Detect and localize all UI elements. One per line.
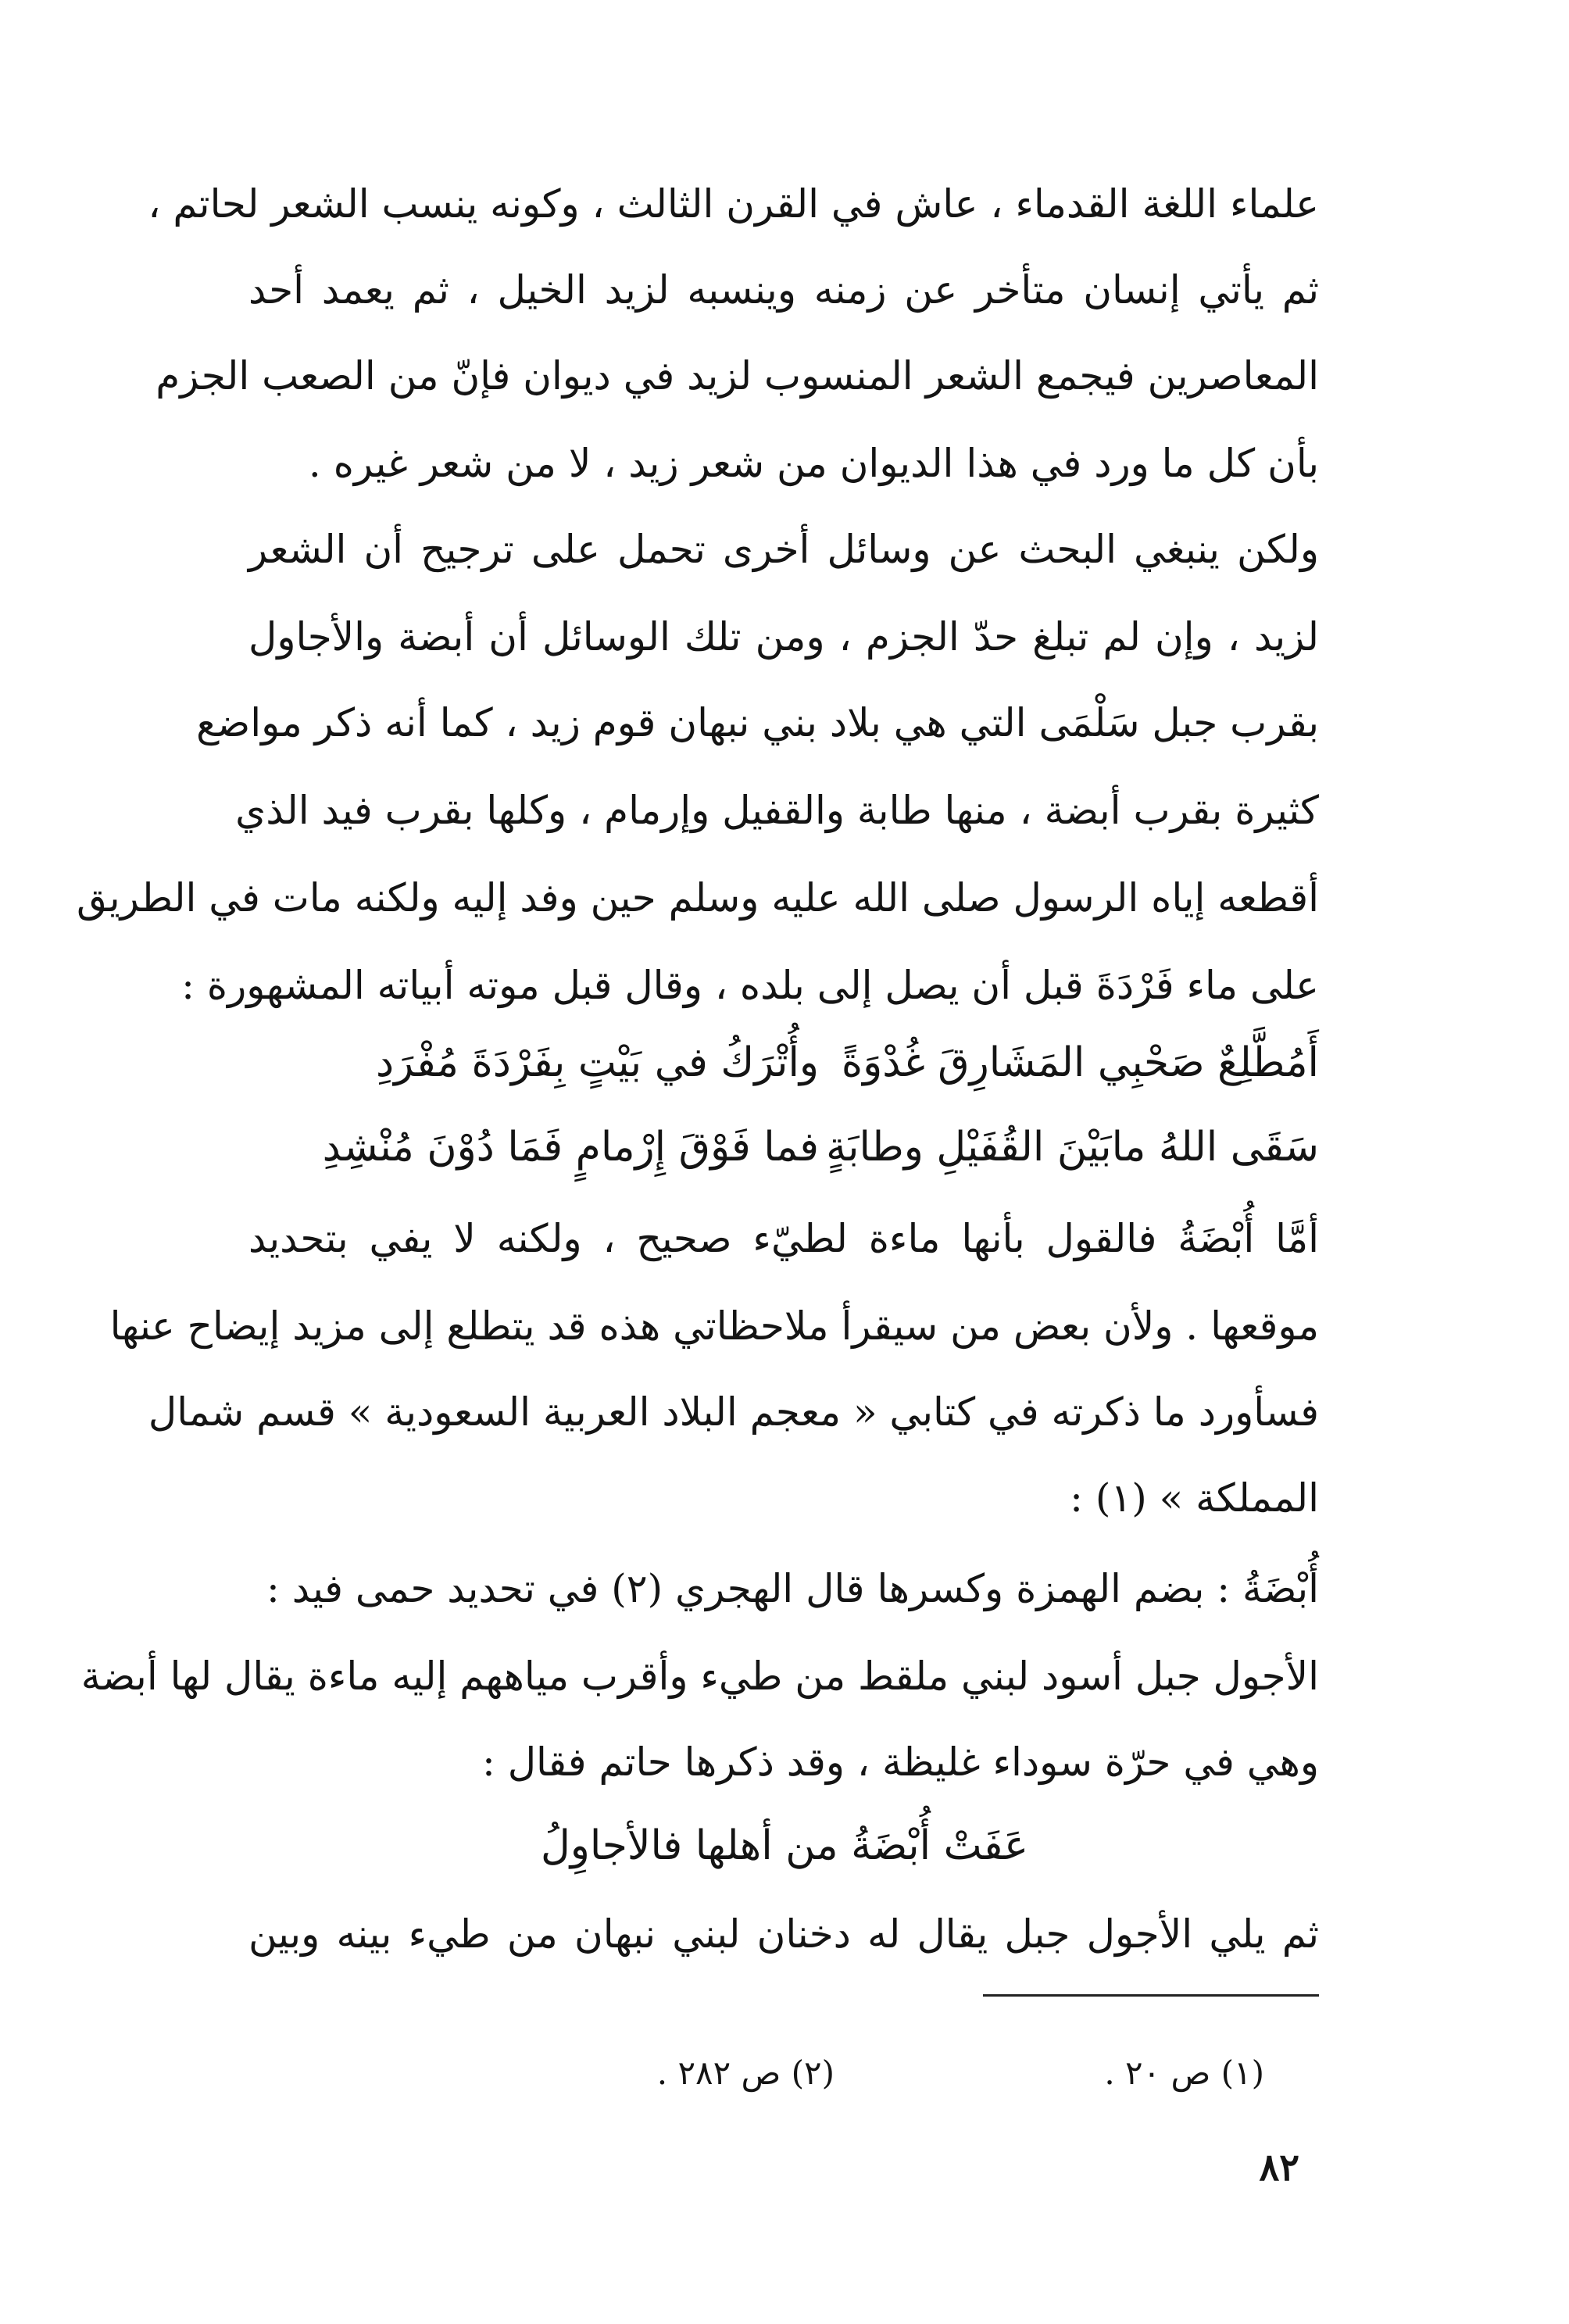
body-line: علماء اللغة القدماء ، عاش في القرن الثالث ، وكونه ينسب الشعر لحاتم ، [148, 181, 1319, 227]
verse-hemistich: أَمُطَّلِعٌ صَحْبِي المَشَارِقَ غُدْوَةً [841, 1039, 1319, 1086]
verse-hemistich: فما فَوْقَ إِرْمامٍ فَمَا دُوْنَ مُنْشِدِ [322, 1124, 819, 1171]
footnote: (١) ص ٢٠ . [1104, 2054, 1264, 2092]
body-line: ولكن ينبغي البحث عن وسائل أخرى تحمل على ترجيح أن الشعر [248, 527, 1319, 572]
body-line: أمَّا أُبْضَةُ فالقول بأنها ماءة لطيّء صحيح ، ولكنه لا يفي بتحديد [248, 1216, 1319, 1261]
body-line: ثم يأتي إنسان متأخر عن زمنه وينسبه لزيد الخيل ، ثم يعمد أحد [248, 267, 1319, 313]
centered-verse: عَفَتْ أُبْضَةُ من أهلها فالأجاوِلُ [541, 1822, 1028, 1869]
footnote-rule [983, 1994, 1319, 1997]
body-line: المملكة » (١) : [1070, 1475, 1319, 1521]
body-line: بقرب جبل سَلْمَى التي هي بلاد بني نبهان قوم زيد ، كما أنه ذكر مواضع [196, 700, 1319, 745]
body-line: ثم يلي الأجول جبل يقال له دخنان لبني نبهان من طيء بينه وبين [248, 1911, 1319, 1957]
body-line: كثيرة بقرب أبضة ، منها طابة والقفيل وإرمام ، وكلها بقرب فيد الذي [235, 788, 1319, 833]
verse-hemistich: سَقَى اللهُ مابَيْنَ القُفَيْلِ وطابَةٍ [826, 1124, 1319, 1171]
footnote: (٢) ص ٢٨٢ . [656, 2054, 835, 2092]
verse-hemistich: وأُتْرَكُ في بَيْتٍ بِفَرْدَةَ مُفْرَدِ [376, 1039, 819, 1086]
body-line: المعاصرين فيجمع الشعر المنسوب لزيد في ديوان فإنّ من الصعب الجزم [155, 353, 1319, 399]
body-line: فسأورد ما ذكرته في كتابي « معجم البلاد العربية السعودية » قسم شمال [148, 1389, 1319, 1435]
body-line: لزيد ، وإن لم تبلغ حدّ الجزم ، ومن تلك الوسائل أن أبضة والأجاول [248, 614, 1319, 660]
page-number: ٨٢ [1259, 2146, 1299, 2190]
body-line: الأجول جبل أسود لبني ملقط من طيء وأقرب مياههم إليه ماءة يقال لها أبضة [80, 1654, 1319, 1699]
body-line: على ماء فَرْدَةَ قبل أن يصل إلى بلده ، وقال قبل موته أبياته المشهورة : [181, 963, 1319, 1008]
body-line: بأن كل ما ورد في هذا الديوان من شعر زيد ، لا من شعر غيره . [308, 441, 1319, 486]
body-line: أقطعه إياه الرسول صلى الله عليه وسلم حين وفد إليه ولكنه مات في الطريق [77, 875, 1319, 921]
body-line: أُبْضَةُ : بضم الهمزة وكسرها قال الهجري (٢) في تحديد حمى فيد : [266, 1566, 1319, 1611]
body-line: وهي في حرّة سوداء غليظة ، وقد ذكرها حاتم فقال : [481, 1739, 1319, 1785]
body-line: موقعها . ولأن بعض من سيقرأ ملاحظاتي هذه قد يتطلع إلى مزيد إيضاح عنها [109, 1303, 1319, 1349]
